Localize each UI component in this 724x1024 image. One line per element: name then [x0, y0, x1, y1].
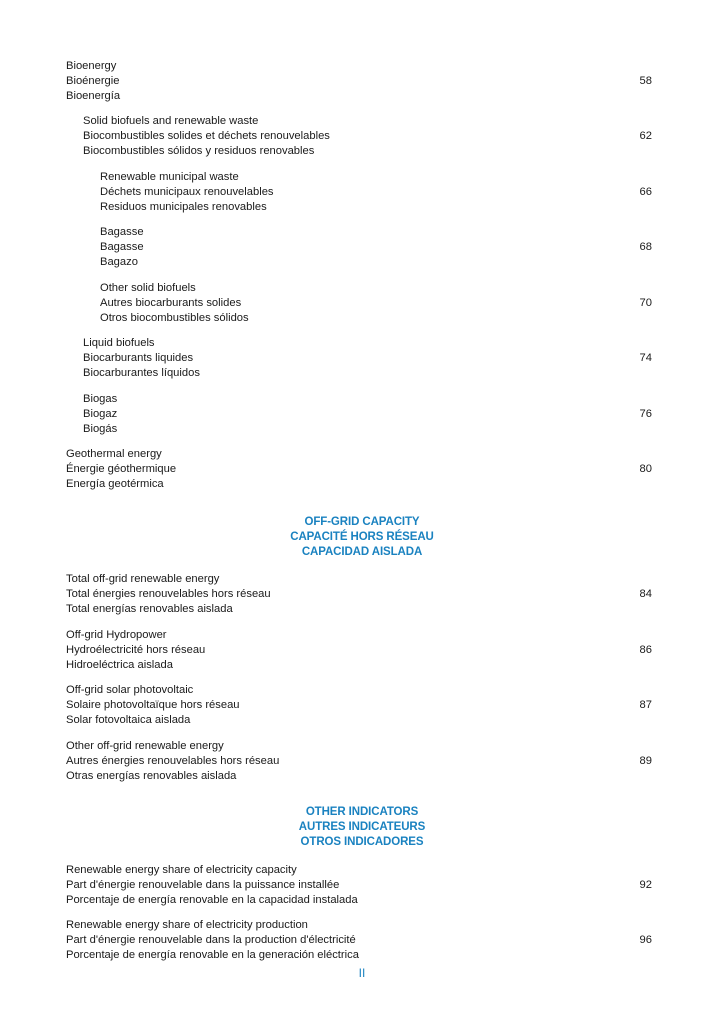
entry-title-en: Other off-grid renewable energy — [66, 740, 224, 752]
entry-title-es: Bagazo — [100, 255, 138, 268]
entry-page-number: 87 — [639, 698, 652, 711]
entry-title-fr: Hydroélectricité hors réseau — [66, 643, 206, 656]
entry-title-en: Off-grid solar photovoltaic — [66, 684, 194, 696]
entry-title-en: Geothermal energy — [66, 448, 162, 460]
entry-title-en: Renewable energy share of electricity capacity — [66, 864, 297, 876]
entry-title-es: Total energías renovables aislada — [66, 602, 233, 615]
toc-entry-liquid-biofuels[interactable] — [66, 336, 652, 380]
entry-title-es: Biocombustibles sólidos y residuos renovables — [83, 144, 315, 157]
toc-entry-bagasse[interactable] — [66, 225, 652, 269]
toc-entry-share-production[interactable] — [66, 918, 652, 962]
entry-title-fr: Autres énergies renouvelables hors réseau — [66, 754, 280, 767]
entry-title-es: Bioenergía — [66, 89, 121, 102]
toc-entry-off-grid-solar[interactable] — [66, 683, 652, 727]
entry-title-fr: Déchets municipaux renouvelables — [100, 185, 274, 198]
entry-title-es: Solar fotovoltaica aislada — [66, 713, 191, 726]
toc-entry-total-off-grid[interactable] — [66, 572, 652, 616]
entry-title-en: Renewable municipal waste — [100, 171, 239, 183]
heading-en: OTHER INDICATORS — [305, 806, 419, 818]
toc-entry-geothermal[interactable] — [66, 447, 652, 491]
entry-page-number: 68 — [639, 240, 652, 253]
entry-title-es: Porcentaje de energía renovable en la capacidad instalada — [66, 893, 358, 906]
entry-title-en: Renewable energy share of electricity production — [66, 919, 308, 931]
entry-page-number: 58 — [639, 74, 652, 87]
entry-title-en: Bioenergy — [66, 60, 117, 72]
entry-page-number: 62 — [639, 129, 652, 142]
heading-es: OTROS INDICADORES — [300, 836, 424, 848]
entry-title-es: Biogás — [83, 422, 118, 435]
entry-title-en: Liquid biofuels — [83, 337, 155, 349]
entry-page-number: 84 — [639, 587, 652, 600]
page-footer-number: II — [358, 966, 366, 980]
entry-title-es: Hidroeléctrica aislada — [66, 658, 173, 671]
entry-title-es: Residuos municipales renovables — [100, 200, 267, 213]
entry-title-es: Otros biocombustibles sólidos — [100, 311, 249, 324]
toc-entry-other-off-grid[interactable] — [66, 739, 652, 783]
entry-page-number: 80 — [639, 462, 652, 475]
entry-title-es: Biocarburantes líquidos — [83, 366, 200, 379]
heading-en: OFF-GRID CAPACITY — [304, 516, 420, 528]
entry-title-fr: Énergie géothermique — [66, 462, 177, 475]
section-heading-off-grid — [0, 515, 724, 560]
entry-page-number: 92 — [639, 878, 652, 891]
toc-entry-share-capacity[interactable] — [66, 863, 652, 907]
entry-title-fr: Part d'énergie renouvelable dans la production d'électricité — [66, 933, 356, 946]
entry-title-fr: Part d'énergie renouvelable dans la puissance installée — [66, 878, 340, 891]
toc-entry-solid-biofuels[interactable] — [66, 114, 652, 158]
entry-title-fr: Biogaz — [83, 407, 118, 420]
entry-title-fr: Bioénergie — [66, 74, 120, 87]
toc-entry-off-grid-hydropower[interactable] — [66, 628, 652, 672]
entry-title-es: Porcentaje de energía renovable en la generación eléctrica — [66, 948, 359, 961]
entry-title-en: Other solid biofuels — [100, 282, 196, 294]
toc-entry-municipal-waste[interactable] — [66, 170, 652, 214]
heading-fr: CAPACITÉ HORS RÉSEAU — [290, 531, 434, 543]
toc-entry-bioenergy[interactable] — [66, 59, 652, 103]
entry-page-number: 76 — [639, 407, 652, 420]
entry-title-es: Otras energías renovables aislada — [66, 769, 237, 782]
entry-title-fr: Biocarburants liquides — [83, 351, 194, 364]
entry-title-fr: Biocombustibles solides et déchets renouvelables — [83, 129, 330, 142]
entry-title-en: Solid biofuels and renewable waste — [83, 115, 259, 127]
entry-title-en: Total off-grid renewable energy — [66, 573, 220, 585]
toc-entry-other-solid-biofuels[interactable] — [66, 281, 652, 325]
entry-title-fr: Bagasse — [100, 240, 144, 253]
entry-title-en: Off-grid Hydropower — [66, 629, 167, 641]
entry-title-fr: Autres biocarburants solides — [100, 296, 242, 309]
entry-title-en: Biogas — [83, 393, 118, 405]
entry-page-number: 89 — [639, 754, 652, 767]
heading-es: CAPACIDAD AISLADA — [301, 546, 423, 558]
section-heading-other-indicators — [0, 805, 724, 850]
entry-title-en: Bagasse — [100, 226, 144, 238]
entry-page-number: 96 — [639, 933, 652, 946]
entry-title-fr: Solaire photovoltaïque hors réseau — [66, 698, 240, 711]
entry-page-number: 70 — [639, 296, 652, 309]
entry-page-number: 86 — [639, 643, 652, 656]
heading-fr: AUTRES INDICATEURS — [298, 821, 426, 833]
entry-title-fr: Total énergies renouvelables hors réseau — [66, 587, 271, 600]
entry-title-es: Energía geotérmica — [66, 477, 164, 490]
entry-page-number: 74 — [639, 351, 652, 364]
toc-entry-biogas[interactable] — [66, 392, 652, 436]
entry-page-number: 66 — [639, 185, 652, 198]
